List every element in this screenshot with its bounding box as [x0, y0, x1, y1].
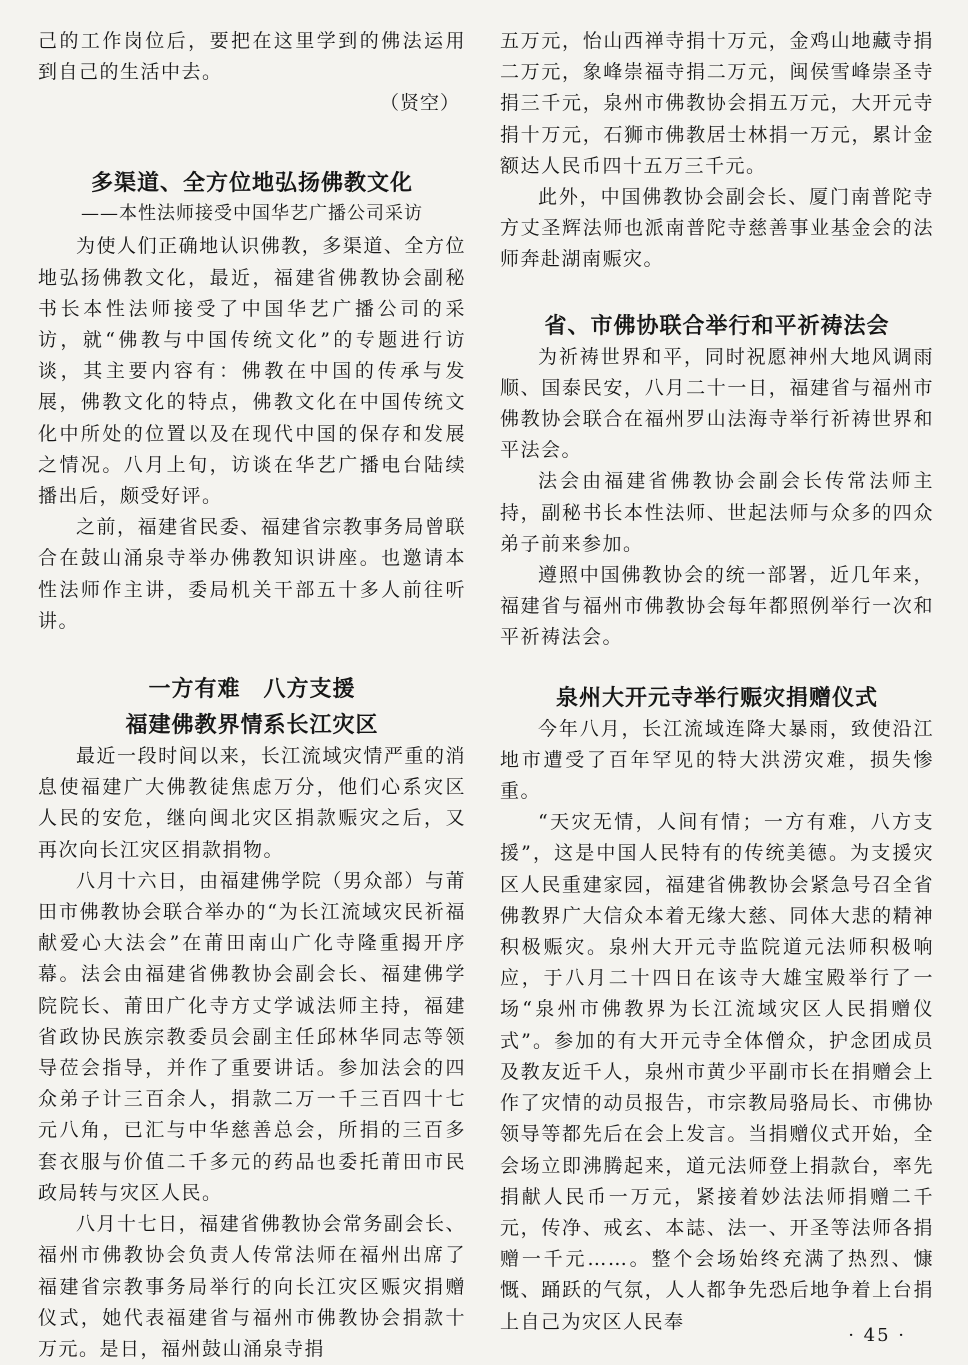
article3-paragraph-2: 法会由福建省佛教协会副会长传常法师主持，副秘书长本性法师、世起法师与众多的四众弟子前来参加。	[500, 470, 934, 555]
article3-paragraph-3: 遵照中国佛教协会的统一部署，近几年来，福建省与福州市佛教协会每年都照例举行一次和平祈祷法会。	[500, 564, 934, 649]
article2-paragraph-3: 八月十七日，福建省佛教协会常务副会长、福州市佛教协会负责人传常法师在福州出席了福建省宗教事务局举行的向长江灾区赈灾捐赠仪式，她代表福建省与福州市佛教协会捐款十万元。是日，福州鼓山涌泉寺捐	[38, 1213, 466, 1360]
article-title-2-line2: 福建佛教界情系长江灾区	[125, 713, 379, 739]
article-title-4: 泉州大开元寺举行赈灾捐赠仪式	[555, 685, 878, 711]
carryover-paragraph-2: 此外，中国佛教协会副会长、厦门南普陀寺方丈圣辉法师也派南普陀寺慈善事业基金会的法师奔赴湖南赈灾。	[500, 186, 934, 271]
left-column	[38, 26, 466, 1365]
article2-paragraph-1: 最近一段时间以来，长江流域灾情严重的消息使福建广大佛教徒焦虑万分，他们心系灾区人民的安危，继向闽北灾区捐款赈灾之后，又再次向长江灾区捐款捐物。	[38, 745, 466, 861]
article-title-3: 省、市佛协联合举行和平祈祷法会	[544, 313, 890, 339]
carryover-paragraph: 己的工作岗位后，要把在这里学到的佛法运用到自己的生活中去。	[38, 30, 466, 84]
right-column	[500, 26, 934, 1338]
article1-paragraph-2: 之前，福建省民委、福建省宗教事务局曾联合在鼓山涌泉寺举办佛教知识讲座。也邀请本性法师作主讲，委局机关干部五十多人前往听讲。	[38, 516, 466, 632]
author-signature: （贤空）	[379, 92, 460, 115]
article4-paragraph-2: “天灾无情，人间有情；一方有难，八方支援”，这是中国人民特有的传统美德。为支援灾区人民重建家园，福建省佛教协会紧急号召全省佛教界广大信众本着无缘大慈、同体大悲的精神积极赈灾。泉州大开元寺监院道元法师积极响应，于八月二十四日在该寺大雄宝殿举行了一场“泉州市佛教界为长江流域灾区人民捐赠仪式”。参加的有大开元寺全体僧众，护念团成员及教友近千人，泉州市黄少平副市长在捐赠会上作了灾情的动员报告，市宗教局骆局长、市佛协领导等都先后在会上发言。当捐赠仪式开始，全会场立即沸腾起来，道元法师登上捐款台，率先捐献人民币一万元，紧接着妙法法师捐赠二千元，传净、戒玄、本誌、法一、开圣等法师各捐赠一千元……。整个会场始终充满了热烈、慷慨、踊跃的气氛，人人都争先恐后地争着上台捐上自己为灾区人民奉	[500, 811, 934, 1333]
article-title-1: 多渠道、全方位地弘扬佛教文化	[90, 171, 413, 197]
article2-paragraph-2: 八月十六日，由福建佛学院（男众部）与莆田市佛教协会联合举办的“为长江流域灾民祈福献爱心大法会”在莆田南山广化寺隆重揭开序幕。法会由福建省佛教协会副会长、福建佛学院院长、莆田广化寺方丈学诚法师主持，福建省政协民族宗教委员会副主任邱林华同志等领导莅会指导，并作了重要讲话。参加法会的四众弟子计三百余人，捐款二万一千三百四十七元八角，已汇与中华慈善总会，所捐的三百多套衣服与价值二千多元的药品也委托莆田市民政局转与灾区人民。	[38, 869, 466, 1204]
page-number: · 45 ·	[848, 1325, 906, 1346]
article4-paragraph-1: 今年八月，长江流域连降大暴雨，致使沿江地市遭受了百年罕见的特大洪涝灾难，损失惨重。	[500, 717, 934, 803]
carryover-donation-paragraph: 五万元，怡山西禅寺捐十万元，金鸡山地藏寺捐二万元，象峰崇福寺捐二万元，闽侯雪峰崇圣寺捐三千元，泉州市佛教协会捐五万元，大开元寺捐十万元，石狮市佛教居士林捐一万元，累计金额达人民币四十五万三千元。	[500, 30, 934, 177]
article1-paragraph-1: 为使人们正确地认识佛教，多渠道、全方位地弘扬佛教文化，最近，福建省佛教协会副秘书长本性法师接受了中国华艺广播公司的采访，就“佛教与中国传统文化”的专题进行访谈，其主要内容有：佛教在中国的传承与发展，佛教文化的特点，佛教文化在中国传统文化中所处的位置以及在现代中国的保存和发展之情况。八月上旬，访谈在华艺广播电台陆续播出后，颇受好评。	[38, 235, 466, 508]
article-subtitle-1: ——本性法师接受中国华艺广播公司采访	[81, 203, 423, 225]
article3-paragraph-1: 为祈祷世界和平，同时祝愿神州大地风调雨顺、国泰民安，八月二十一日，福建省与福州市佛教协会联合在福州罗山法海寺举行祈祷世界和平法会。	[500, 345, 934, 462]
article-title-2-line1: 一方有难 八方支援	[148, 677, 356, 703]
